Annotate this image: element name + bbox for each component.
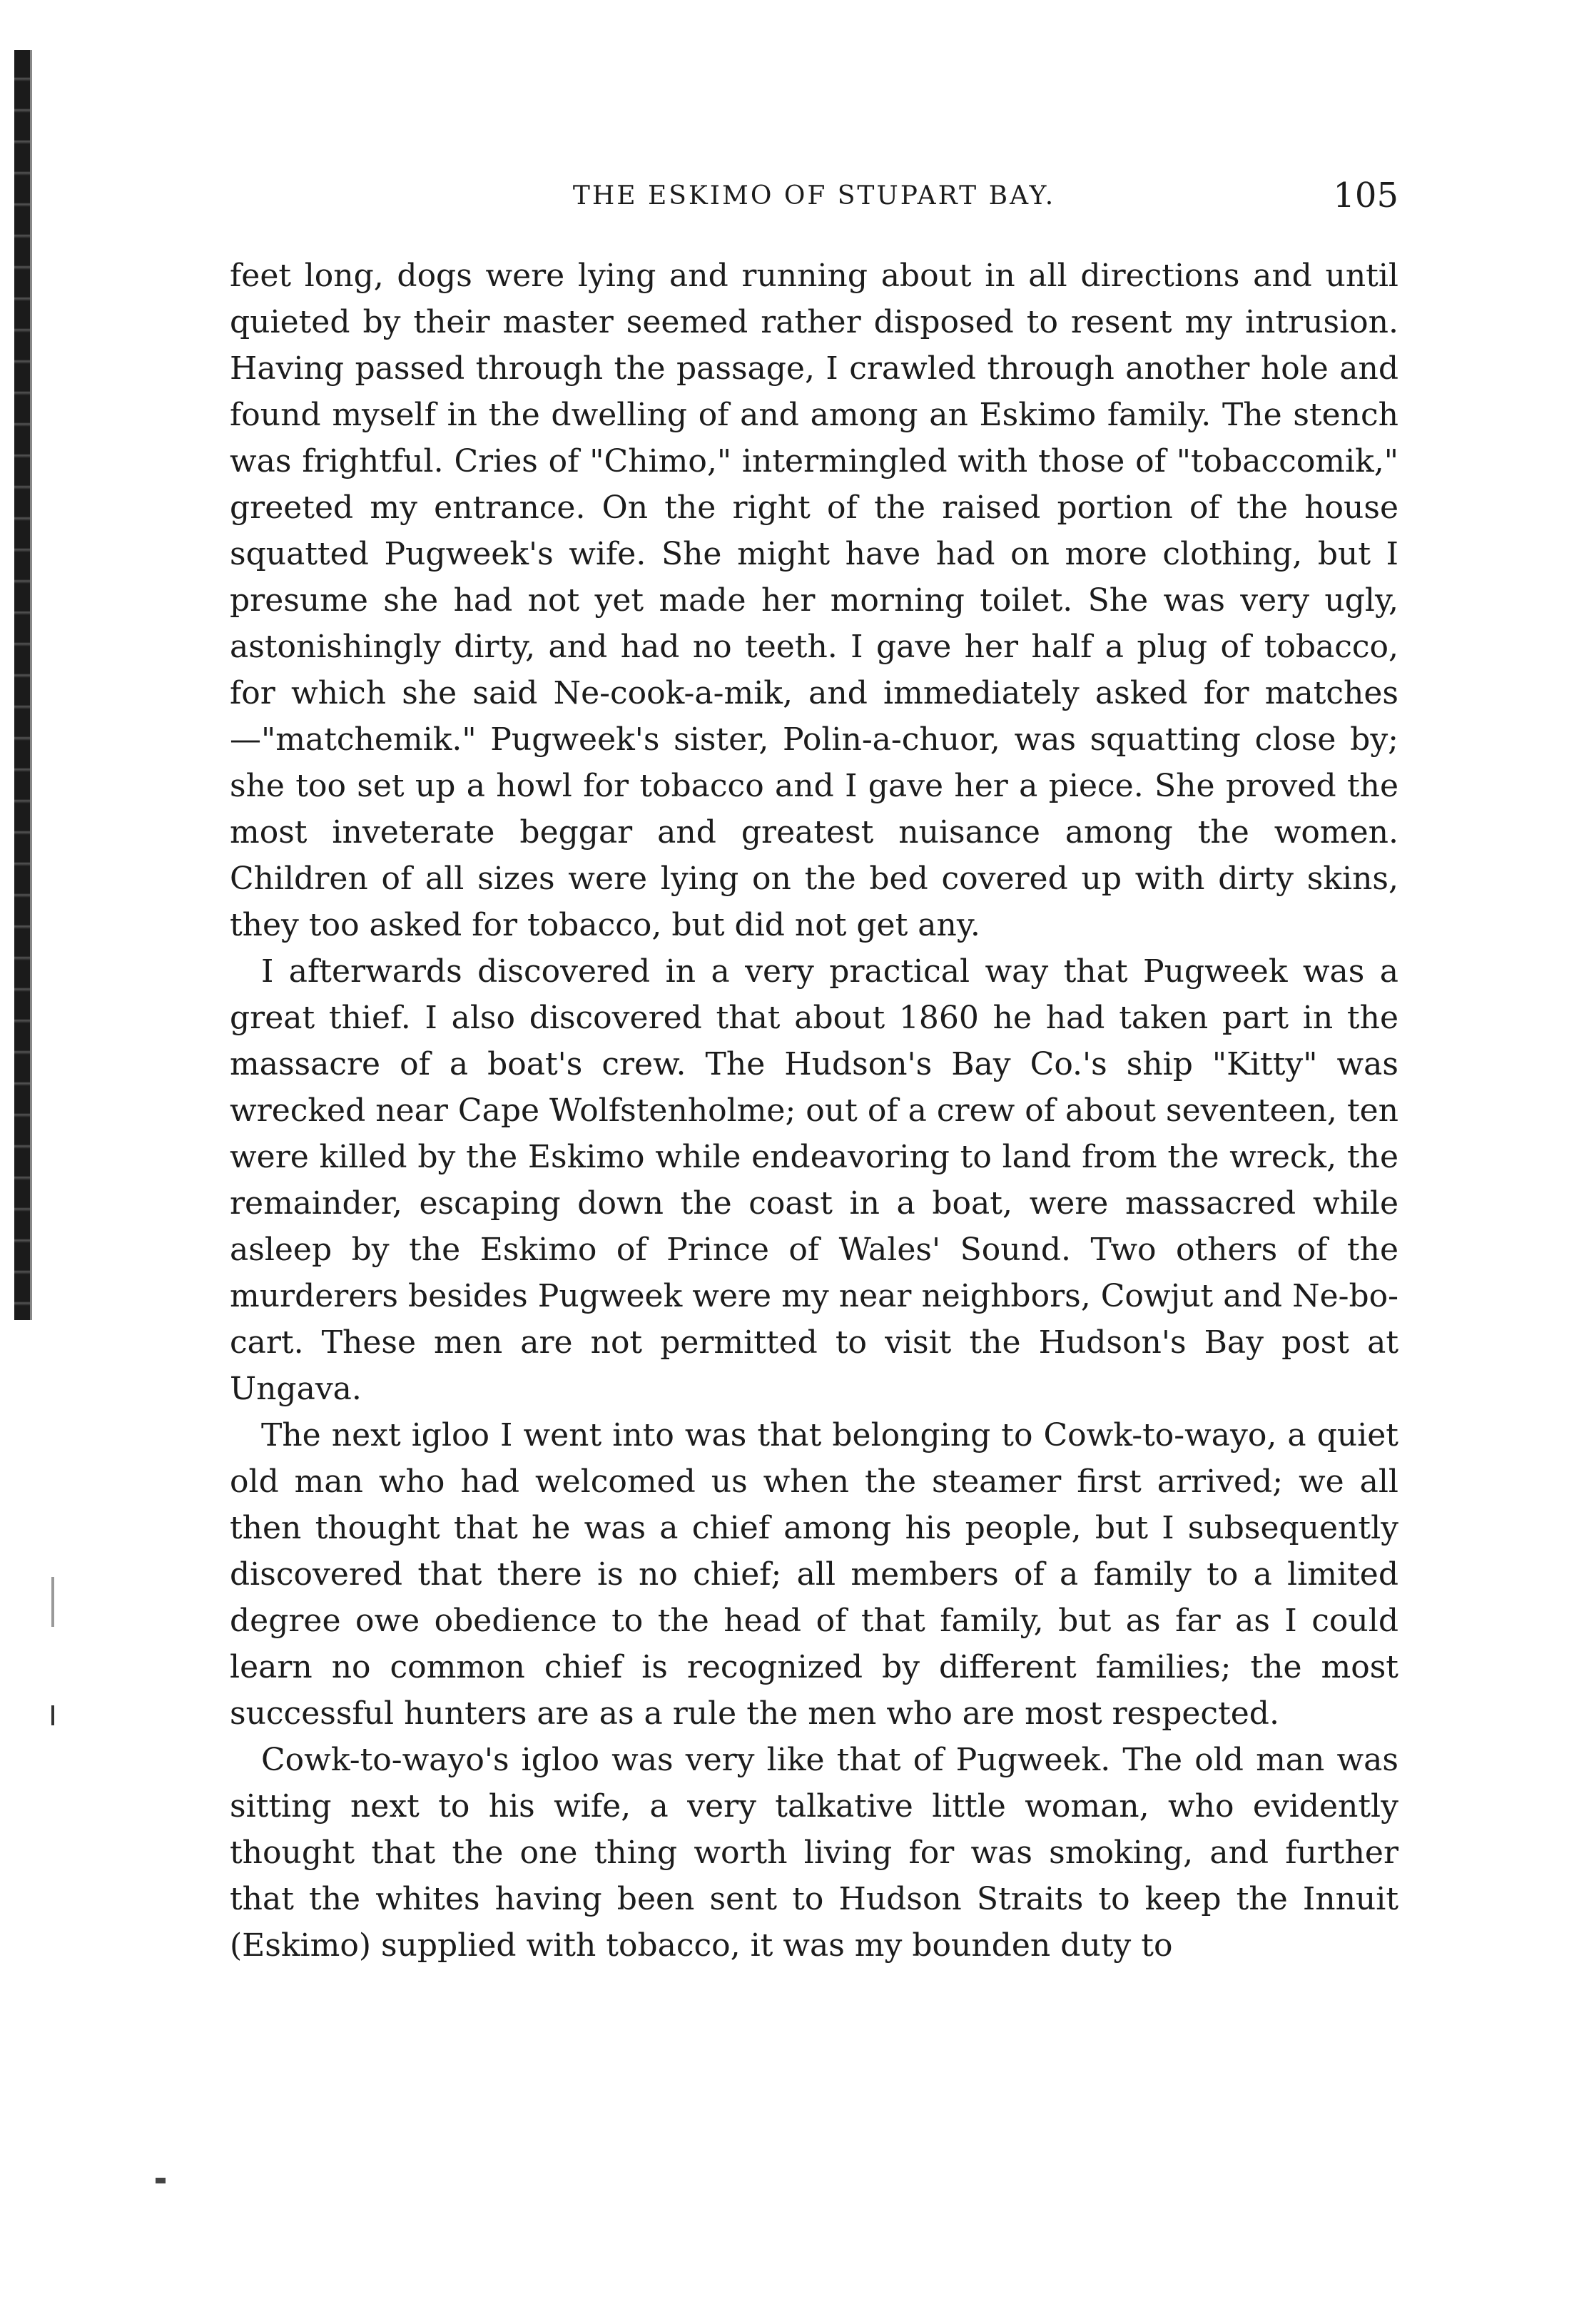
running-head [230, 166, 1398, 230]
margin-speck [51, 1705, 54, 1725]
paragraph-next-igloo: The next igloo I went into was that belonging to Cowk-to-wayo, a quiet old man who had welcomed us when the steamer first arrived; we all then thought that he was a chief among his people, but I subsequently discovered that there is no chief; all members of a family to a limited degree owe obedience to the head of that family, but as far as I could learn no common chief is recognized by different families; the most successful hunters are as a rule the men who are most respected. [230, 1417, 1398, 1732]
paragraph-cowk-to-wayo-igloo: Cowk-to-wayo's igloo was very like that of Pugweek. The old man was sitting next to his wife, a very talkative little woman, who evidently thought that the one thing worth living for was smoking, and further that the whites having been sent to Hudson Straits to keep the Innuit (Eskimo) supplied with tobacco, it was my bounden duty to [230, 1742, 1398, 1964]
page-number: 105 [1333, 176, 1398, 215]
running-title: THE ESKIMO OF STUPART BAY. [572, 181, 1056, 210]
margin-speck [156, 2178, 166, 2183]
paragraph-continuation: feet long, dogs were lying and running about in all directions and until quieted by their master seemed rather disposed to resent my intrusion. Having passed through the passage, I crawled through another hole and found myself in the dwelling of and among an Eskimo family. The stench was frightful. Cries of "Chimo," intermingled with those of "tobaccomik," greeted my entrance. On the right of the raised portion of the house squatted Pugweek's wife. She might have had on more clothing, but I presume she had not yet made her morning toilet. She was very ugly, astonishingly dirty, and had no teeth. I gave her half a plug of tobacco, for which she said Ne-cook-a-mik, and immediately asked for matches—"matchemik." Pugweek's sister, Polin-a-chuor, was squatting close by; she too set up a howl for tobacco and I gave her a piece. She proved the most inveterate beggar and greatest nuisance among the women. Children of all sizes were lying on the bed covered up with dirty skins, they too asked for tobacco, but did not get any. [230, 258, 1398, 943]
margin-speck [51, 1577, 54, 1627]
scan-binding-edge [14, 50, 32, 1320]
paragraph-pugweek-thief: I afterwards discovered in a very practical way that Pugweek was a great thief. I also discovered that about 1860 he had taken part in the massacre of a boat's crew. The Hudson's Bay Co.'s ship "Kitty" was wrecked near Cape Wolfstenholme; out of a crew of about seventeen, ten were killed by the Eskimo while endeavoring to land from the wreck, the remainder, escaping down the coast in a boat, were massacred while asleep by the Eskimo of Prince of Wales' Sound. Two others of the murderers besides Pugweek were my near neighbors, Cowjut and Ne-bo-cart. These men are not permitted to visit the Hudson's Bay post at Ungava. [230, 953, 1398, 1407]
body-text [230, 253, 1398, 1969]
book-page [230, 166, 1398, 1969]
